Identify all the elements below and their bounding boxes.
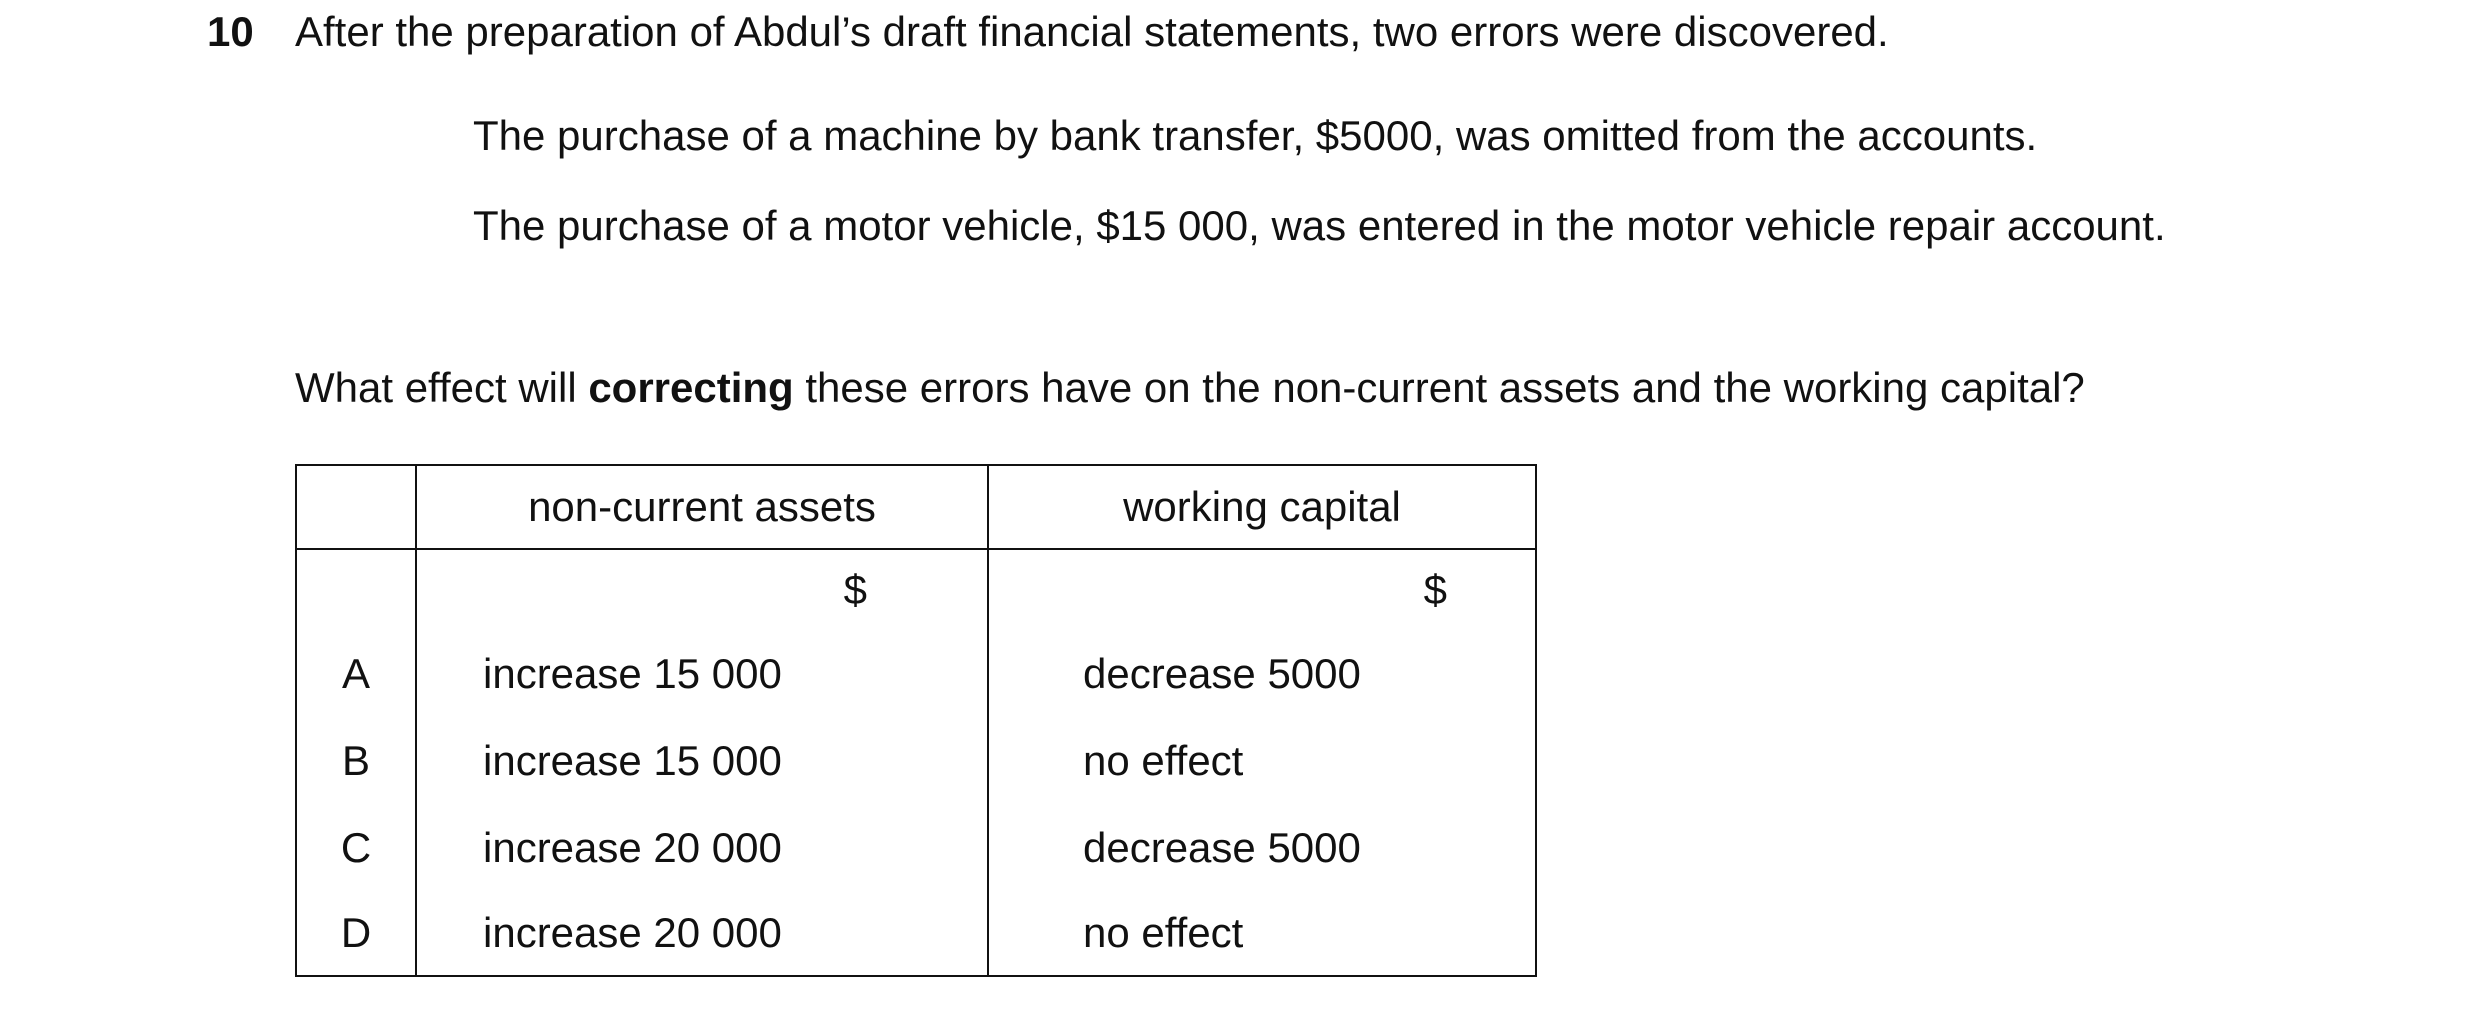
option-letter: C — [296, 804, 416, 891]
option-row-c[interactable] — [296, 804, 1536, 891]
option-row-a[interactable] — [296, 630, 1536, 717]
option-working-capital: no effect — [988, 717, 1536, 804]
unit-working-capital: $ — [988, 549, 1536, 630]
error-statement-2: The purchase of a motor vehicle, $15 000, was entered in the motor vehicle repair account. — [473, 202, 2166, 249]
option-row-b[interactable] — [296, 717, 1536, 804]
option-non-current-assets: increase 15 000 — [416, 717, 988, 804]
question-number: 10 — [207, 8, 254, 55]
prompt-text-before: What effect will — [295, 364, 589, 411]
option-letter: A — [296, 630, 416, 717]
table-header-row — [296, 465, 1536, 549]
header-non-current-assets: non-current assets — [416, 465, 988, 549]
question-prompt — [295, 360, 2085, 416]
error-statement-1: The purchase of a machine by bank transfer, $5000, was omitted from the accounts. — [473, 112, 2038, 159]
question-stem: After the preparation of Abdul’s draft financial statements, two errors were discovered. — [295, 8, 1889, 55]
option-working-capital: decrease 5000 — [988, 804, 1536, 891]
header-working-capital: working capital — [988, 465, 1536, 549]
option-working-capital: decrease 5000 — [988, 630, 1536, 717]
option-letter: B — [296, 717, 416, 804]
units-letter-cell — [296, 549, 416, 630]
option-non-current-assets: increase 15 000 — [416, 630, 988, 717]
answer-options-table — [295, 464, 1537, 977]
prompt-text-after: these errors have on the non-current assets and the working capital? — [793, 364, 2085, 411]
table-units-row — [296, 549, 1536, 630]
header-letter-cell — [296, 465, 416, 549]
option-working-capital: no effect — [988, 891, 1536, 976]
unit-non-current-assets: $ — [416, 549, 988, 630]
option-non-current-assets: increase 20 000 — [416, 804, 988, 891]
option-letter: D — [296, 891, 416, 976]
option-row-d[interactable] — [296, 891, 1536, 976]
option-non-current-assets: increase 20 000 — [416, 891, 988, 976]
prompt-emphasis: correcting — [588, 364, 794, 411]
